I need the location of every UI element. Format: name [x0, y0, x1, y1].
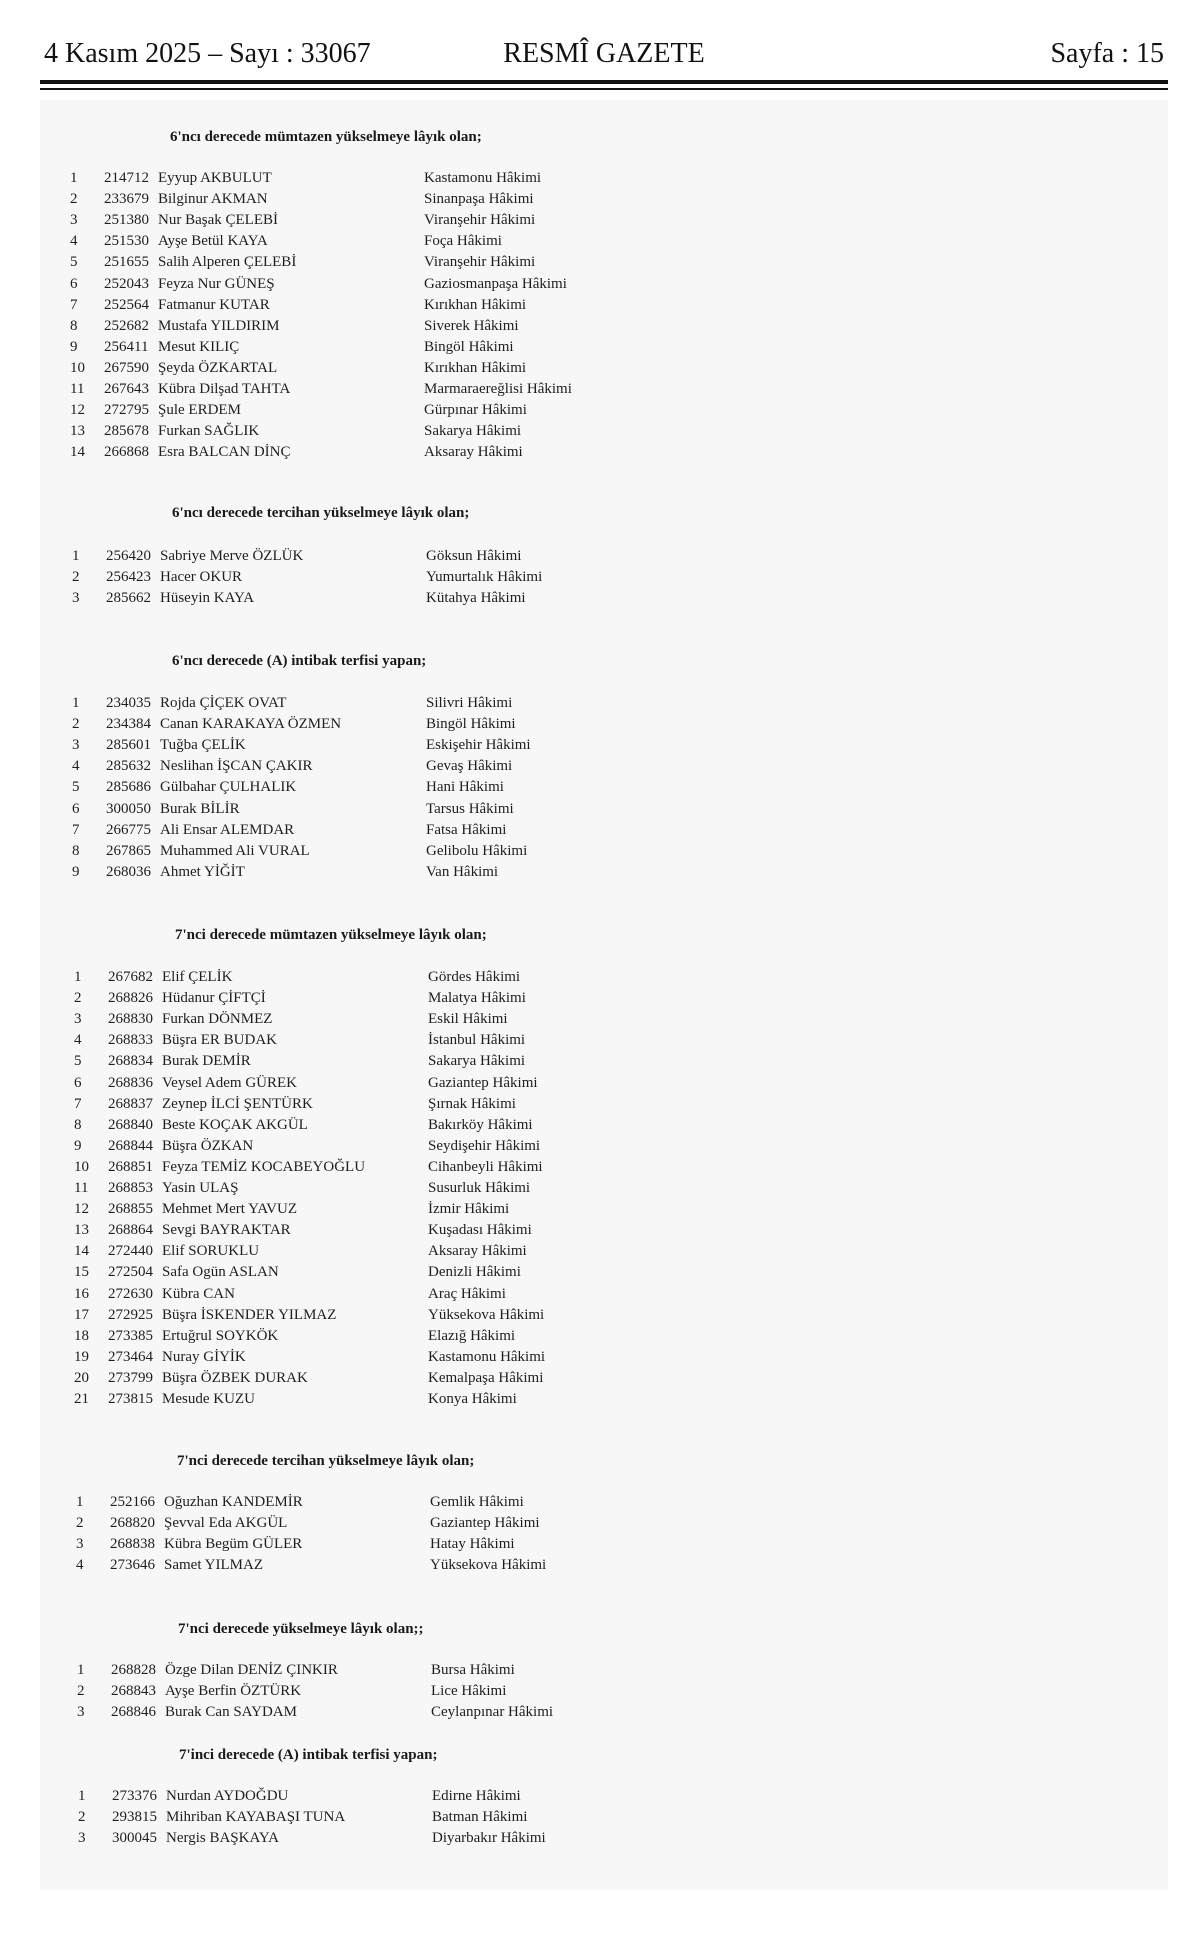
court-title: Cihanbeyli Hâkimi	[428, 1158, 543, 1175]
person-name: Elif ÇELİK	[162, 969, 233, 985]
court-title: İstanbul Hâkimi	[428, 1032, 526, 1049]
registry-number: 272925	[108, 1306, 153, 1323]
section-title: 6'ncı derecede (A) intibak terfisi yapan;	[172, 653, 427, 669]
list-row	[74, 1307, 774, 1328]
row-number: 1	[72, 548, 80, 564]
registry-number: 256420	[106, 548, 151, 564]
court-title: İzmir Hâkimi	[428, 1201, 510, 1218]
list-row	[72, 737, 772, 758]
registry-number: 300050	[106, 800, 151, 817]
person-name: Burak Can SAYDAM	[165, 1704, 297, 1721]
row-number: 10	[74, 1158, 89, 1175]
list-row	[74, 1138, 774, 1159]
row-number: 5	[74, 1053, 82, 1070]
person-name: Oğuzhan KANDEMİR	[164, 1494, 303, 1510]
court-title: Aksaray Hâkimi	[424, 444, 523, 461]
person-name: Furkan SAĞLIK	[158, 423, 260, 440]
list-row	[70, 381, 770, 402]
list-row	[74, 1117, 774, 1138]
registry-number: 272504	[108, 1264, 153, 1281]
court-title: Sakarya Hâkimi	[424, 423, 522, 440]
court-title: Silivri Hâkimi	[426, 695, 513, 711]
court-title: Batman Hâkimi	[432, 1809, 528, 1826]
list-row	[74, 1096, 774, 1117]
registry-number: 268846	[111, 1704, 156, 1721]
person-name: Feyza Nur GÜNEŞ	[158, 275, 275, 292]
court-title: Edirne Hâkimi	[432, 1788, 521, 1804]
row-number: 7	[72, 821, 80, 838]
registry-number: 214712	[104, 170, 149, 186]
registry-number: 273464	[108, 1348, 153, 1365]
section-title: 7'nci derecede yükselmeye lâyık olan;;	[178, 1621, 424, 1637]
list-row	[70, 339, 770, 360]
registry-number: 268838	[110, 1536, 155, 1552]
header-rule-thick	[40, 80, 1168, 84]
person-name: Samet YILMAZ	[164, 1557, 264, 1573]
person-name: Şule ERDEM	[158, 402, 241, 419]
list-row	[70, 233, 770, 254]
person-name: Yasin ULAŞ	[162, 1180, 239, 1196]
court-title: Sinanpaşa Hâkimi	[424, 191, 534, 208]
row-number: 14	[74, 1243, 89, 1260]
list-row	[70, 276, 770, 297]
list-row	[74, 1243, 774, 1264]
registry-number: 268837	[108, 1095, 153, 1112]
row-number: 15	[74, 1264, 89, 1281]
court-title: Bingöl Hâkimi	[426, 716, 516, 733]
registry-number: 268851	[108, 1158, 153, 1175]
row-number: 4	[76, 1557, 84, 1573]
court-title: Gürpınar Hâkimi	[424, 402, 527, 419]
registry-number: 285678	[104, 423, 149, 440]
list-row	[74, 1075, 774, 1096]
row-number: 9	[72, 863, 80, 880]
registry-number: 252564	[104, 296, 149, 313]
registry-number: 268844	[108, 1137, 153, 1154]
person-name: Nur Başak ÇELEBİ	[158, 212, 278, 229]
court-title: Göksun Hâkimi	[426, 548, 522, 564]
court-title: Şırnak Hâkimi	[428, 1095, 516, 1112]
registry-number: 268834	[108, 1053, 153, 1070]
court-title: Gevaş Hâkimi	[426, 758, 513, 775]
court-title: Seydişehir Hâkimi	[428, 1137, 541, 1154]
person-name: Elif SORUKLU	[162, 1243, 260, 1260]
row-number: 4	[70, 233, 78, 250]
list-row	[74, 1180, 774, 1201]
person-name: Ali Ensar ALEMDAR	[160, 821, 295, 838]
list-row	[78, 1830, 778, 1851]
list-row	[76, 1494, 776, 1515]
person-name: Sabriye Merve ÖZLÜK	[160, 548, 304, 564]
registry-number: 268843	[111, 1683, 156, 1700]
registry-number: 251380	[104, 212, 149, 229]
registry-number: 267865	[106, 842, 151, 859]
person-name: Hacer OKUR	[160, 569, 243, 586]
list-row	[70, 254, 770, 275]
list-row	[76, 1515, 776, 1536]
section-title: 7'nci derecede tercihan yükselmeye lâyık olan;	[177, 1453, 475, 1469]
row-number: 5	[72, 779, 80, 796]
court-title: Bakırköy Hâkimi	[428, 1116, 533, 1133]
list-row	[70, 402, 770, 423]
list-row	[74, 1370, 774, 1391]
list-row	[70, 212, 770, 233]
row-number: 3	[70, 212, 78, 229]
registry-number: 285632	[106, 758, 151, 775]
court-title: Marmaraereğlisi Hâkimi	[424, 381, 572, 397]
row-number: 1	[72, 695, 80, 711]
list-row	[77, 1683, 777, 1704]
list-row	[77, 1704, 777, 1725]
row-number: 13	[74, 1222, 89, 1239]
registry-number: 266868	[104, 444, 149, 461]
registry-number: 252166	[110, 1494, 155, 1510]
court-title: Viranşehir Hâkimi	[424, 212, 536, 229]
row-number: 3	[74, 1011, 82, 1028]
person-name: Ayşe Betül KAYA	[158, 233, 268, 250]
registry-number: 285686	[106, 779, 151, 796]
list-row	[74, 1032, 774, 1053]
court-title: Yumurtalık Hâkimi	[426, 569, 543, 586]
court-title: Viranşehir Hâkimi	[424, 254, 536, 271]
list-row	[72, 779, 772, 800]
list-row	[74, 1201, 774, 1222]
registry-number: 267590	[104, 359, 149, 376]
person-name: Salih Alperen ÇELEBİ	[158, 254, 297, 271]
court-title: Siverek Hâkimi	[424, 317, 519, 334]
registry-number: 300045	[112, 1830, 157, 1847]
court-title: Kuşadası Hâkimi	[428, 1222, 532, 1239]
list-row	[74, 1053, 774, 1074]
court-title: Sakarya Hâkimi	[428, 1053, 526, 1070]
row-number: 2	[74, 990, 82, 1007]
court-title: Tarsus Hâkimi	[426, 800, 514, 817]
registry-number: 293815	[112, 1809, 157, 1826]
person-name: Ayşe Berfin ÖZTÜRK	[165, 1683, 302, 1700]
person-name: Zeynep İLCİ ŞENTÜRK	[162, 1095, 313, 1112]
court-title: Diyarbakır Hâkimi	[432, 1830, 546, 1847]
list-row	[72, 590, 772, 611]
list-row	[72, 695, 772, 716]
court-title: Kırıkhan Hâkimi	[424, 296, 527, 313]
gazette-header	[44, 38, 1164, 78]
court-title: Kastamonu Hâkimi	[424, 170, 542, 186]
row-number: 3	[76, 1536, 84, 1552]
row-number: 6	[74, 1074, 82, 1091]
registry-number: 273799	[108, 1369, 153, 1386]
court-title: Aksaray Hâkimi	[428, 1243, 527, 1260]
court-title: Yüksekova Hâkimi	[430, 1557, 547, 1573]
registry-number: 234384	[106, 716, 151, 733]
court-title: Eskişehir Hâkimi	[426, 737, 531, 754]
list-row	[72, 716, 772, 737]
court-title: Gaziantep Hâkimi	[428, 1074, 538, 1091]
list-row	[74, 1286, 774, 1307]
row-number: 13	[70, 423, 85, 440]
person-name: Nurdan AYDOĞDU	[166, 1788, 289, 1804]
person-name: Sevgi BAYRAKTAR	[162, 1222, 291, 1239]
court-title: Gaziantep Hâkimi	[430, 1515, 540, 1531]
person-name: Nuray GİYİK	[162, 1348, 246, 1365]
list-row	[70, 423, 770, 444]
court-title: Susurluk Hâkimi	[428, 1180, 531, 1196]
registry-number: 273646	[110, 1557, 155, 1573]
row-number: 14	[70, 444, 85, 461]
list-row	[72, 864, 772, 885]
list-row	[70, 318, 770, 339]
court-title: Hatay Hâkimi	[430, 1536, 515, 1552]
court-title: Araç Hâkimi	[428, 1285, 506, 1302]
person-name: Feyza TEMİZ KOCABEYOĞLU	[162, 1158, 366, 1175]
row-number: 4	[74, 1032, 82, 1049]
row-number: 8	[74, 1116, 82, 1133]
row-number: 1	[78, 1788, 86, 1804]
list-row	[74, 990, 774, 1011]
court-title: Konya Hâkimi	[428, 1391, 517, 1407]
row-number: 3	[78, 1830, 86, 1847]
person-name: Fatmanur KUTAR	[158, 296, 270, 313]
person-name: Muhammed Ali VURAL	[160, 842, 310, 859]
registry-number: 251530	[104, 233, 149, 250]
page-number: Sayfa : 15	[1050, 38, 1164, 69]
registry-number: 268853	[108, 1180, 153, 1196]
court-title: Fatsa Hâkimi	[426, 821, 507, 838]
person-name: Şeyda ÖZKARTAL	[158, 359, 278, 376]
person-name: Burak BİLİR	[160, 800, 240, 817]
list-row	[74, 1159, 774, 1180]
list-row	[77, 1662, 777, 1683]
person-name: Esra BALCAN DİNÇ	[158, 444, 291, 461]
list-row	[70, 170, 770, 191]
registry-number: 268840	[108, 1116, 153, 1133]
row-number: 7	[70, 296, 78, 313]
row-number: 2	[72, 716, 80, 733]
list-row	[72, 758, 772, 779]
person-name: Hüseyin KAYA	[160, 590, 255, 607]
court-title: Bursa Hâkimi	[431, 1662, 515, 1678]
row-number: 12	[70, 402, 85, 419]
person-name: Mustafa YILDIRIM	[158, 317, 280, 334]
registry-number: 268833	[108, 1032, 153, 1049]
court-title: Yüksekova Hâkimi	[428, 1306, 545, 1323]
list-row	[72, 822, 772, 843]
list-row	[74, 1391, 774, 1412]
registry-number: 256423	[106, 569, 151, 586]
row-number: 2	[76, 1515, 84, 1531]
header-rule-thin	[40, 88, 1168, 90]
court-title: Malatya Hâkimi	[428, 990, 526, 1007]
registry-number: 268828	[111, 1662, 156, 1678]
registry-number: 272630	[108, 1285, 153, 1302]
row-number: 9	[70, 338, 78, 355]
list-row	[74, 1264, 774, 1285]
section-title: 6'ncı derecede mümtazen yükselmeye lâyık olan;	[170, 129, 482, 145]
row-number: 3	[72, 737, 80, 754]
list-row	[74, 1011, 774, 1032]
person-name: Bilginur AKMAN	[158, 191, 268, 208]
registry-number: 252043	[104, 275, 149, 292]
court-title: Kırıkhan Hâkimi	[424, 359, 527, 376]
row-number: 19	[74, 1348, 89, 1365]
registry-number: 234035	[106, 695, 151, 711]
list-row	[74, 1349, 774, 1370]
court-title: Elazığ Hâkimi	[428, 1327, 516, 1344]
court-title: Kemalpaşa Hâkimi	[428, 1369, 544, 1386]
person-name: Büşra ÖZBEK DURAK	[162, 1369, 308, 1386]
person-name: Beste KOÇAK AKGÜL	[162, 1116, 308, 1133]
row-number: 1	[76, 1494, 84, 1510]
list-row	[74, 1328, 774, 1349]
person-name: Mihriban KAYABAŞI TUNA	[166, 1809, 346, 1826]
registry-number: 251655	[104, 254, 149, 271]
person-name: Rojda ÇİÇEK OVAT	[160, 695, 287, 711]
section-title: 6'ncı derecede tercihan yükselmeye lâyık olan;	[172, 505, 470, 521]
row-number: 10	[70, 359, 85, 376]
list-row	[74, 969, 774, 990]
court-title: Gemlik Hâkimi	[430, 1494, 524, 1510]
row-number: 11	[74, 1180, 89, 1196]
person-name: Şevval Eda AKGÜL	[164, 1515, 288, 1531]
person-name: Mehmet Mert YAVUZ	[162, 1201, 297, 1218]
row-number: 18	[74, 1327, 89, 1344]
registry-number: 267682	[108, 969, 153, 985]
person-name: Neslihan İŞCAN ÇAKIR	[160, 758, 313, 775]
list-row	[70, 297, 770, 318]
row-number: 21	[74, 1391, 89, 1407]
row-number: 3	[77, 1704, 85, 1721]
row-number: 20	[74, 1369, 89, 1386]
row-number: 2	[77, 1683, 85, 1700]
registry-number: 273385	[108, 1327, 153, 1344]
row-number: 1	[74, 969, 82, 985]
list-row	[72, 801, 772, 822]
issue-date-number: 4 Kasım 2025 – Sayı : 33067	[44, 38, 371, 69]
list-row	[72, 548, 772, 569]
person-name: Kübra Dilşad TAHTA	[158, 381, 291, 397]
registry-number: 285662	[106, 590, 151, 607]
person-name: Özge Dilan DENİZ ÇINKIR	[165, 1662, 338, 1678]
list-row	[70, 360, 770, 381]
row-number: 6	[72, 800, 80, 817]
court-title: Gelibolu Hâkimi	[426, 842, 528, 859]
person-name: Veysel Adem GÜREK	[162, 1074, 297, 1091]
row-number: 2	[78, 1809, 86, 1826]
registry-number: 256411	[104, 338, 149, 355]
list-row	[74, 1222, 774, 1243]
registry-number: 268820	[110, 1515, 155, 1531]
registry-number: 233679	[104, 191, 149, 208]
person-name: Safa Ogün ASLAN	[162, 1264, 279, 1281]
person-name: Büşra İSKENDER YILMAZ	[162, 1306, 337, 1323]
row-number: 8	[72, 842, 80, 859]
registry-number: 272440	[108, 1243, 153, 1260]
gazette-title: RESMÎ GAZETE	[503, 38, 705, 69]
registry-number: 268036	[106, 863, 151, 880]
list-row	[76, 1557, 776, 1578]
registry-number: 268864	[108, 1222, 153, 1239]
registry-number: 268826	[108, 990, 153, 1007]
registry-number: 285601	[106, 737, 151, 754]
person-name: Canan KARAKAYA ÖZMEN	[160, 716, 342, 733]
row-number: 6	[70, 275, 78, 292]
court-title: Gördes Hâkimi	[428, 969, 521, 985]
person-name: Eyyup AKBULUT	[158, 170, 272, 186]
row-number: 17	[74, 1306, 89, 1323]
registry-number: 266775	[106, 821, 151, 838]
court-title: Hani Hâkimi	[426, 779, 504, 796]
court-title: Gaziosmanpaşa Hâkimi	[424, 275, 567, 292]
person-name: Büşra ER BUDAK	[162, 1032, 277, 1049]
registry-number: 273815	[108, 1391, 153, 1407]
list-row	[78, 1788, 778, 1809]
row-number: 9	[74, 1137, 82, 1154]
person-name: Büşra ÖZKAN	[162, 1137, 254, 1154]
court-title: Lice Hâkimi	[431, 1683, 507, 1700]
row-number: 4	[72, 758, 80, 775]
row-number: 16	[74, 1285, 89, 1302]
list-row	[70, 444, 770, 465]
list-row	[76, 1536, 776, 1557]
row-number: 7	[74, 1095, 82, 1112]
list-row	[72, 569, 772, 590]
registry-number: 273376	[112, 1788, 157, 1804]
court-title: Foça Hâkimi	[424, 233, 502, 250]
person-name: Ahmet YİĞİT	[160, 863, 245, 880]
person-name: Mesut KILIÇ	[158, 338, 240, 355]
court-title: Ceylanpınar Hâkimi	[431, 1704, 554, 1721]
row-number: 1	[70, 170, 78, 186]
row-number: 12	[74, 1201, 89, 1218]
court-title: Van Hâkimi	[426, 863, 499, 880]
person-name: Hüdanur ÇİFTÇİ	[162, 990, 266, 1007]
court-title: Kütahya Hâkimi	[426, 590, 526, 607]
person-name: Kübra Begüm GÜLER	[164, 1536, 303, 1552]
registry-number: 252682	[104, 317, 149, 334]
list-row	[72, 843, 772, 864]
row-number: 8	[70, 317, 78, 334]
person-name: Burak DEMİR	[162, 1053, 251, 1070]
person-name: Kübra CAN	[162, 1285, 235, 1302]
person-name: Gülbahar ÇULHALIK	[160, 779, 297, 796]
section-title: 7'nci derecede mümtazen yükselmeye lâyık olan;	[175, 927, 487, 943]
court-title: Denizli Hâkimi	[428, 1264, 521, 1281]
row-number: 3	[72, 590, 80, 607]
person-name: Ertuğrul SOYKÖK	[162, 1327, 279, 1344]
row-number: 5	[70, 254, 78, 271]
court-title: Kastamonu Hâkimi	[428, 1348, 546, 1365]
registry-number: 272795	[104, 402, 149, 419]
person-name: Mesude KUZU	[162, 1391, 255, 1407]
list-row	[70, 191, 770, 212]
person-name: Nergis BAŞKAYA	[166, 1830, 279, 1847]
list-row	[78, 1809, 778, 1830]
registry-number: 268855	[108, 1201, 153, 1218]
court-title: Eskil Hâkimi	[428, 1011, 508, 1028]
row-number: 2	[70, 191, 78, 208]
row-number: 1	[77, 1662, 85, 1678]
registry-number: 267643	[104, 381, 149, 397]
row-number: 11	[70, 381, 85, 397]
person-name: Furkan DÖNMEZ	[162, 1011, 273, 1028]
section-title: 7'inci derecede (A) intibak terfisi yapan;	[179, 1747, 438, 1763]
person-name: Tuğba ÇELİK	[160, 737, 246, 754]
registry-number: 268836	[108, 1074, 153, 1091]
registry-number: 268830	[108, 1011, 153, 1028]
row-number: 2	[72, 569, 80, 586]
court-title: Bingöl Hâkimi	[424, 338, 514, 355]
